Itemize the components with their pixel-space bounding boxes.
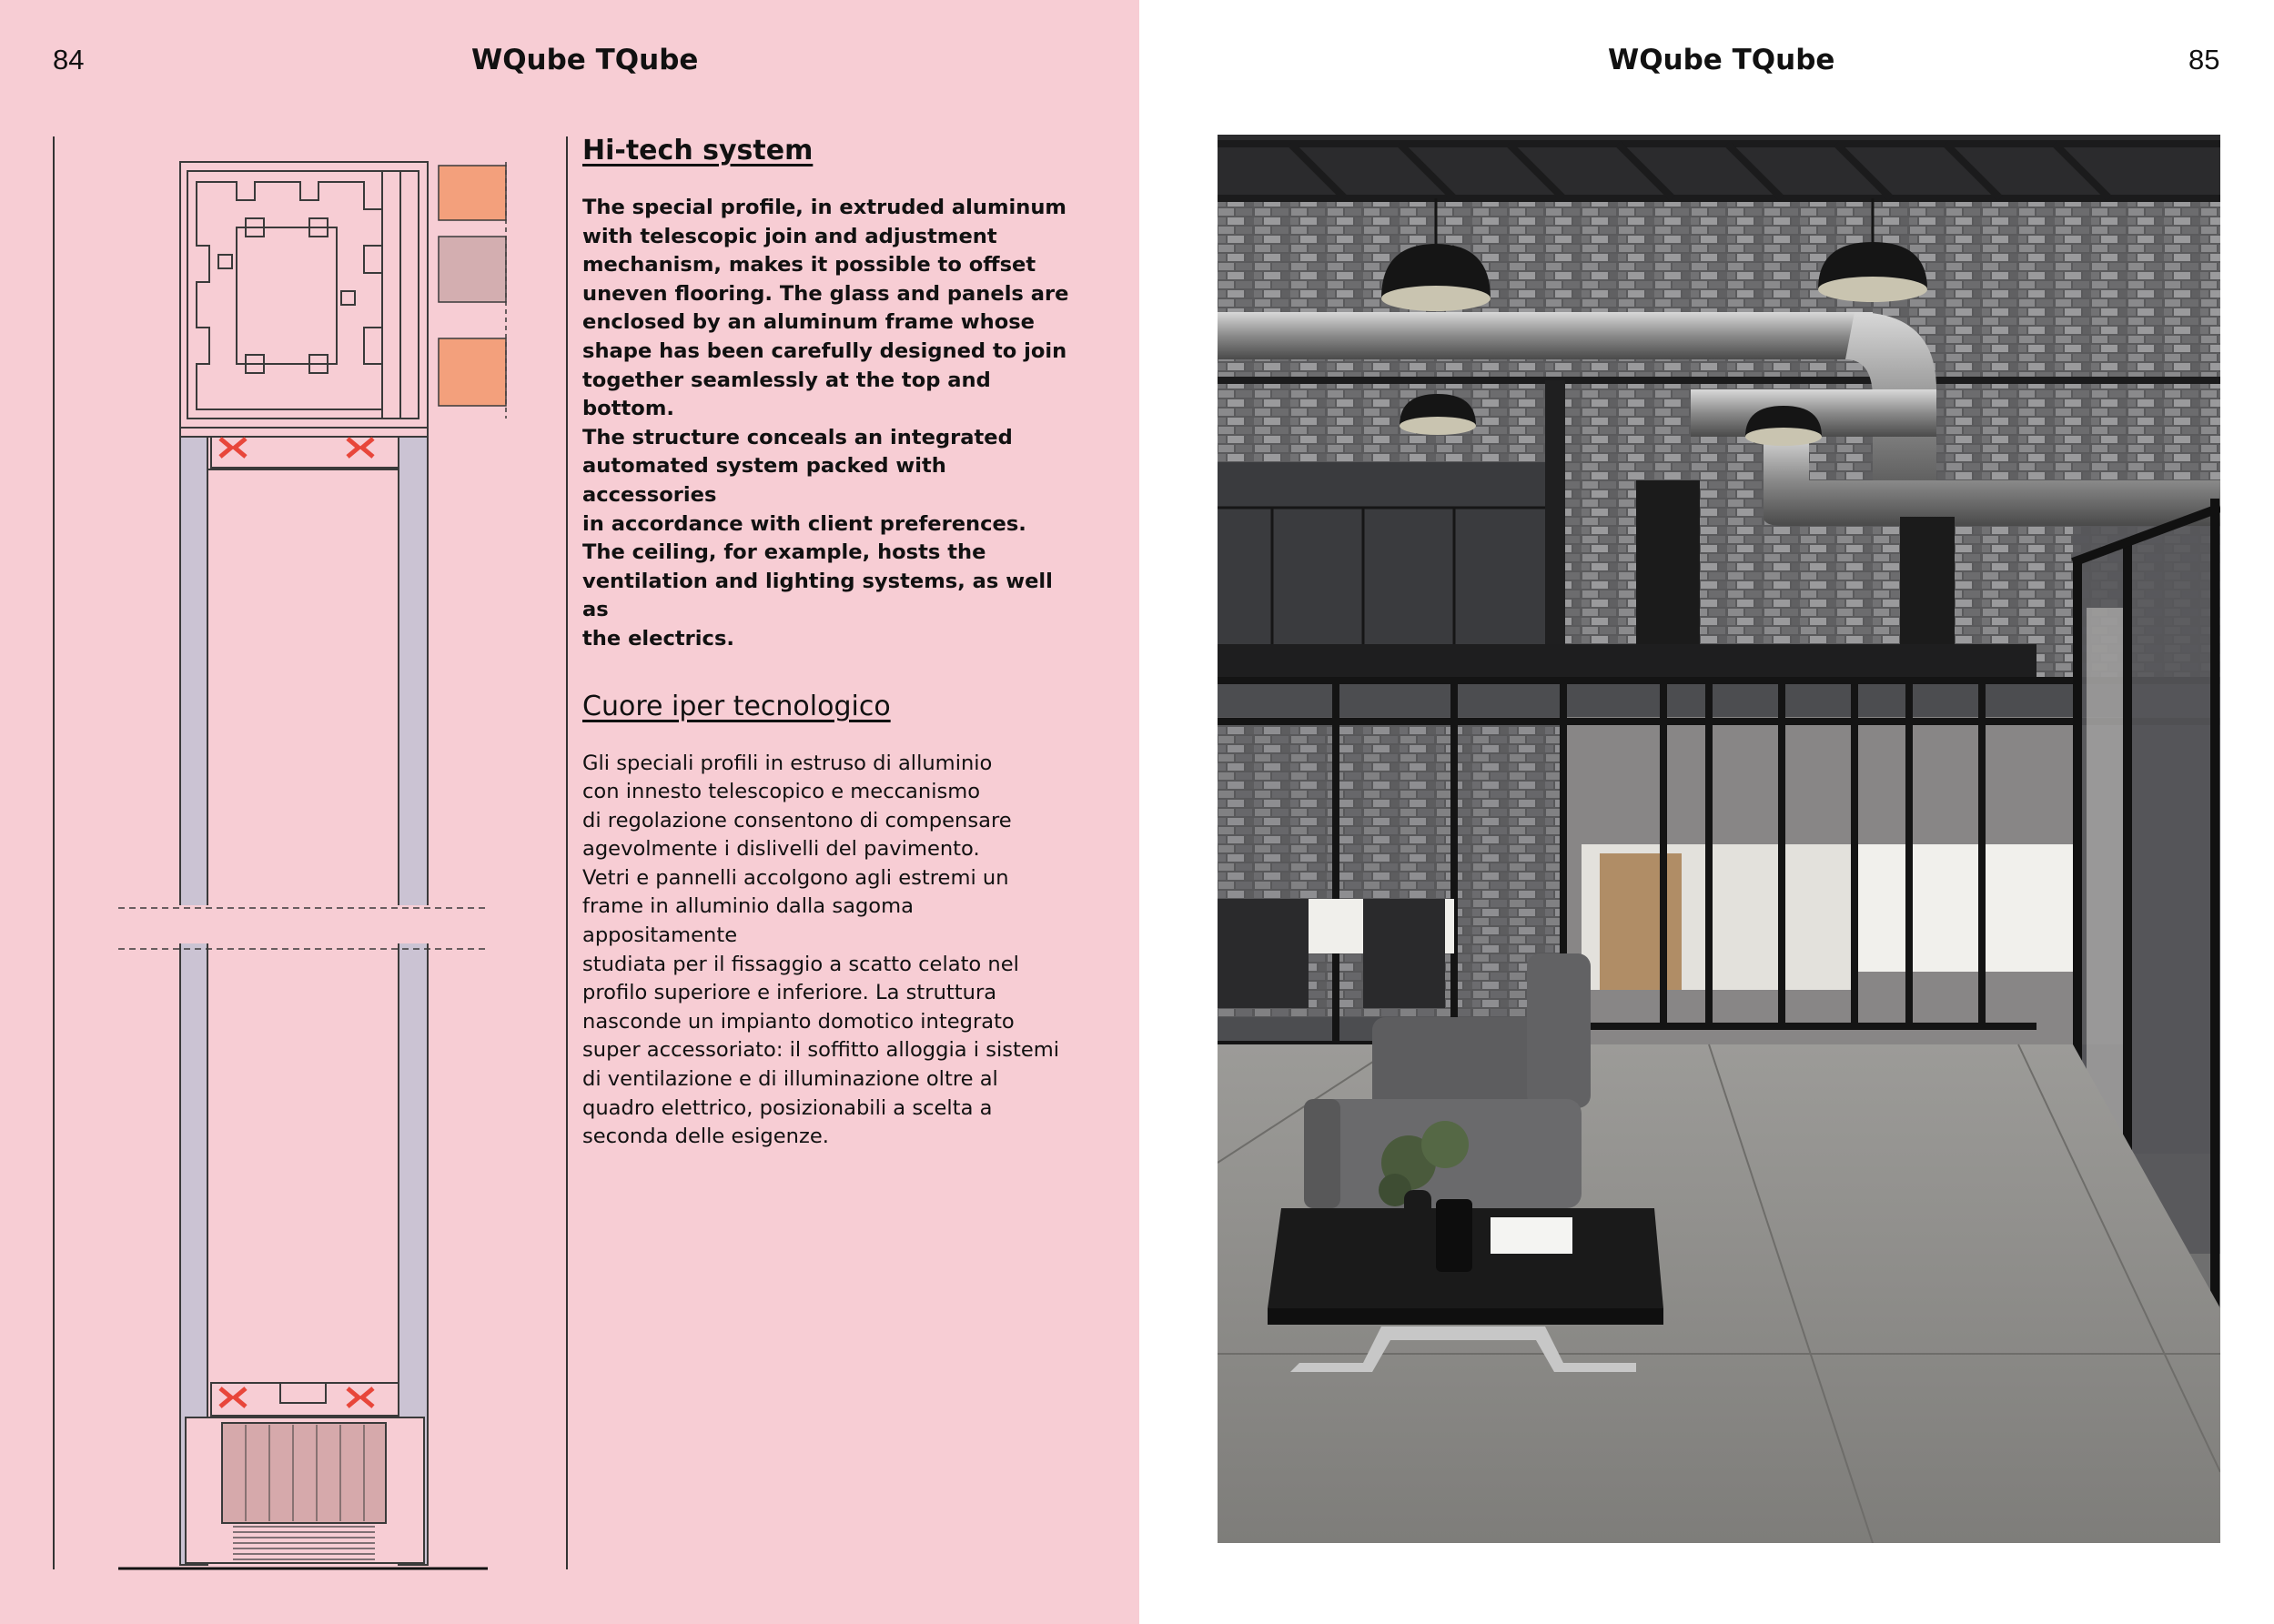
left-margin-rule [53,136,55,1569]
page-number-right: 85 [2188,44,2220,76]
body-english: The special profile, in extruded aluminum with telescopic join and adjustment mechanism, makes it possible to offset uneven flooring. The glass and panels are enclosed by an aluminum frame whose shape has been carefully designed to join together seamlessly at the top and bottom. The structure conceals an integrated automated system packed with accessories in accordance with client preferences. The ceiling, for example, hosts the ventilation and lighting systems, as well as the electrics. [582,196,1069,651]
body-italian: Gli speciali profili in estruso di alluminio con innesto telescopico e meccanismo di regolazione consentono di compensare agevolmente i dislivelli del pavimento. Vetri e pannelli accolgono agli estremi un frame in alluminio dalla sagoma appositamente studiata per il fissaggio a scatto celato nel profilo superiore e inferiore. La struttura nasconde un impianto domotico integrato super accessoriato: il soffitto alloggia i sistemi di ventilazione e di illuminazione oltre al quadro elettrico, posizionabili a scelta a seconda delle esigenze. [582,751,1060,1149]
text-column [582,135,1074,1152]
office-interior-photo-icon [1218,135,2220,1543]
running-title-left: WQube TQube [471,44,699,76]
profile-section-drawing [109,146,528,1579]
office-interior-photo [1218,135,2220,1543]
heading-english: Hi-tech system [582,135,814,166]
column-divider-rule [566,136,568,1569]
heading-italian: Cuore iper tecnologico [582,690,891,722]
page-number-left: 84 [53,44,85,76]
running-title-right: WQube TQube [1608,44,1835,76]
